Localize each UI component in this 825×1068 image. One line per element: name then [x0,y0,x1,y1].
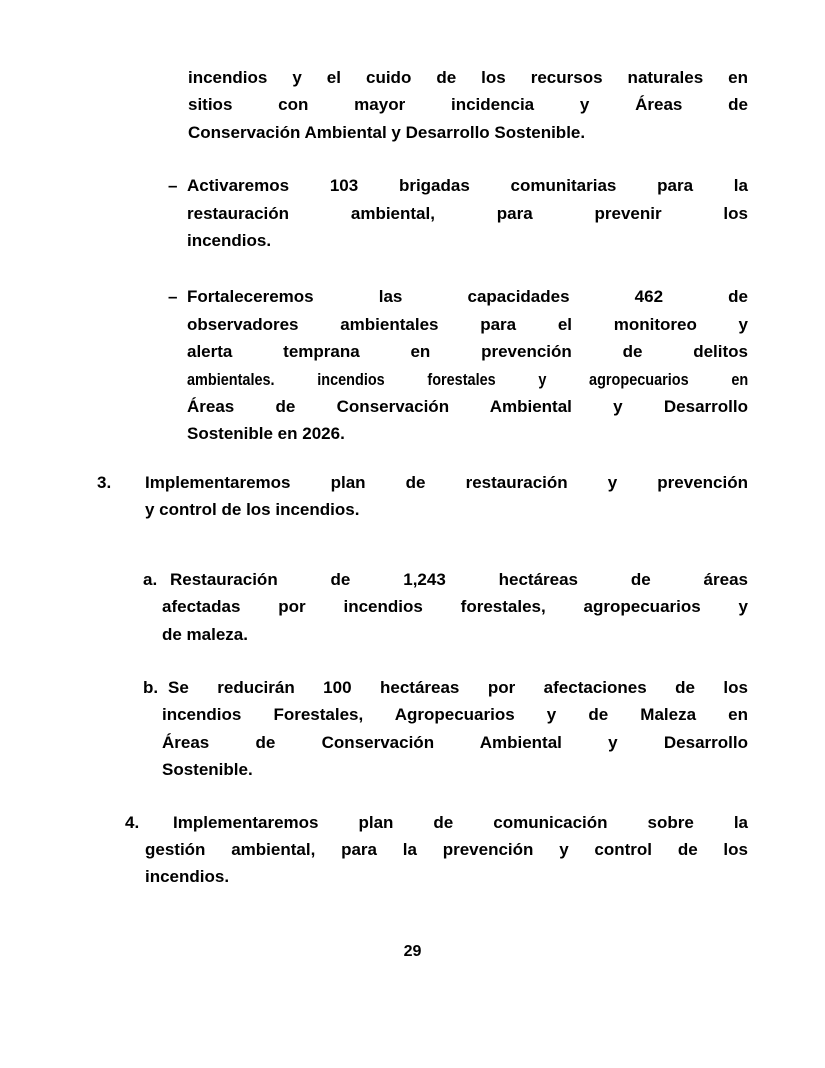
text-line: Sostenible. [162,760,253,780]
text-line: incendios y el cuido de los recursos naturales en [188,68,748,87]
text-line: afectadas por incendios forestales, agropecuarios y [162,597,748,617]
dash-bullet-observadores [168,283,749,447]
text-line: Se reducirán 100 hectáreas por afectaciones de los [168,677,748,697]
text-line: de maleza. [162,624,248,644]
page-number: 29 [403,943,422,960]
text-line: incendios. [145,867,230,887]
list-number-marker: 4. [125,812,140,832]
text-line: gestión ambiental, para la prevención y control de los [145,839,748,859]
text-line: incendios. [187,231,272,251]
numbered-item-3 [97,469,748,524]
text-line: Áreas de Conservación Ambiental y Desarrollo [162,732,748,752]
text-line-condensed: ambientales. incendios forestales y agropecuarios en [187,369,749,389]
text-line: y control de los incendios. [145,500,360,520]
text-line: Conservación Ambiental y Desarrollo Sostenible. [188,122,586,142]
dash-bullet-marker: – [168,287,178,307]
text-line: sitios con mayor incidencia y Áreas de [188,95,748,115]
list-letter-marker: b. [143,677,159,697]
text-line: Restauración de 1,243 hectáreas de áreas [170,569,748,589]
paragraph-intro-continuation [188,64,748,146]
list-letter-marker: a. [143,569,158,589]
text-line: Implementaremos plan de restauración y prevención [145,472,748,492]
text-line: incendios Forestales, Agropecuarios y de Maleza en [162,705,748,725]
dash-bullet-marker: – [168,176,178,196]
numbered-item-4 [125,809,748,891]
text-line: Sostenible en 2026. [187,424,345,444]
lettered-item-b [143,674,748,784]
dash-bullet-brigadas [168,172,748,254]
lettered-item-a [143,566,748,648]
text-line: Áreas de Conservación Ambiental y Desarrollo [187,397,748,417]
text-line: alerta temprana en prevención de delitos [187,342,748,362]
list-number-marker: 3. [97,472,112,492]
text-line: observadores ambientales para el monitoreo y [187,314,748,334]
text-line: restauración ambiental, para prevenir los [187,203,748,223]
text-line: Activaremos 103 brigadas comunitarias para la [187,176,748,196]
text-line: Implementaremos plan de comunicación sobre la [173,812,748,832]
text-line: Fortaleceremos las capacidades 462 de [187,287,748,307]
